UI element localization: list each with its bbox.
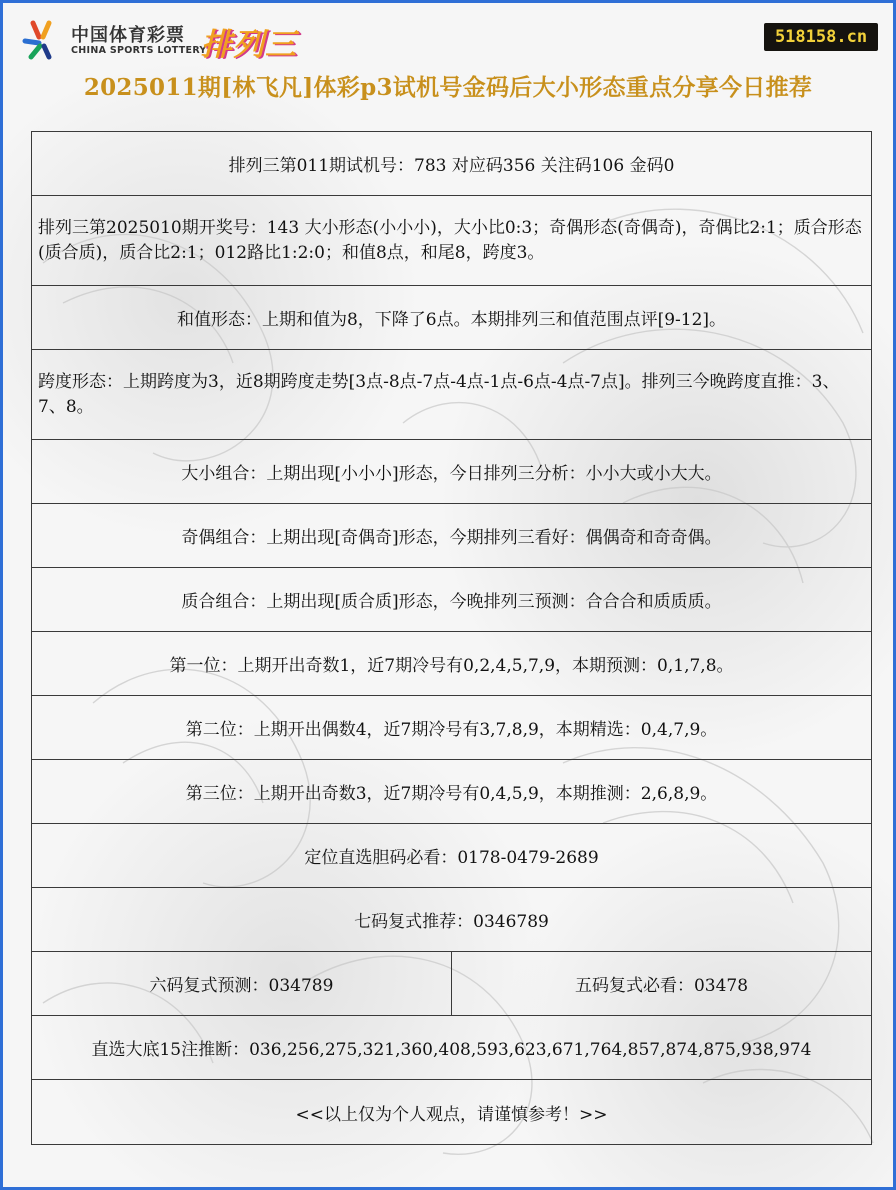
parity-combo-text: 奇偶组合：上期出现[奇偶奇]形态，今期排列三看好：偶偶奇和奇奇偶。 [181, 528, 722, 548]
second-position-text: 第二位：上期开出偶数4，近7期冷号有3,7,8,9，本期精选：0,4,7,9。 [185, 720, 718, 740]
site-badge[interactable]: 518158.cn [764, 23, 878, 51]
table-row [32, 440, 871, 504]
third-position-text: 第三位：上期开出奇数3，近7期冷号有0,4,5,9，本期推测：2,6,8,9。 [185, 784, 718, 804]
table-row [32, 1016, 871, 1080]
table-row [32, 286, 871, 350]
header [3, 3, 893, 133]
table-row [32, 196, 871, 286]
last-draw-text: 排列三第2025010期开奖号：143 大小形态(小小小)，大小比0:3；奇偶形态(奇偶奇)，奇偶比2:1；质合形态(质合质)，质合比2:1；012路比1:2:0；和值8点，和尾8，跨度3。 [38, 217, 862, 263]
table-row [32, 132, 871, 196]
seven-code-text: 七码复式推荐：0346789 [354, 912, 549, 932]
table-row [32, 760, 871, 824]
prediction-table [31, 131, 872, 1145]
first-position-text: 第一位：上期开出奇数1，近7期冷号有0,2,4,5,7,9，本期预测：0,1,7,8。 [169, 656, 734, 676]
trial-number-text: 排列三第011期试机号：783 对应码356 关注码106 金码0 [228, 156, 675, 176]
table-row [32, 350, 871, 440]
lottery-logo [19, 19, 329, 65]
disclaimer-text: <<以上仅为个人观点，请谨慎参考！>> [295, 1104, 608, 1125]
table-row [32, 568, 871, 632]
sum-text: 和值形态：上期和值为8，下降了6点。本期排列三和值范围点评[9-12]。 [176, 310, 727, 330]
star-logo-icon [19, 19, 67, 63]
game-name: 排列三 [201, 27, 297, 63]
prime-combo-text: 质合组合：上期出现[质合质]形态，今晚排列三预测：合合合和质质质。 [181, 592, 722, 612]
page-title: 2025011期[林飞凡]体彩p3试机号金码后大小形态重点分享今日推荐 [83, 74, 813, 101]
table-row [32, 696, 871, 760]
table-row [32, 952, 871, 1016]
table-row [32, 888, 871, 952]
span-text: 跨度形态：上期跨度为3，近8期跨度走势[3点-8点-7点-4点-1点-6点-4点-7点]。排列三今晚跨度直推：3、7、8。 [38, 371, 840, 417]
table-row [32, 824, 871, 888]
table-row [32, 632, 871, 696]
size-combo-text: 大小组合：上期出现[小小小]形态，今日排列三分析：小小大或小大大。 [181, 464, 722, 484]
six-code-text: 六码复式预测：034789 [149, 976, 334, 996]
logo-english-text: CHINA SPORTS LOTTERY [71, 45, 207, 56]
table-row [32, 1080, 871, 1144]
direct-picks-text: 直选大底15注推断：036,256,275,321,360,408,593,623,671,764,857,874,875,938,974 [91, 1040, 812, 1060]
five-code-text: 五码复式必看：03478 [451, 952, 871, 1015]
logo-chinese-text: 中国体育彩票 [71, 25, 185, 46]
position-gallbladder-text: 定位直选胆码必看：0178-0479-2689 [304, 848, 599, 868]
table-row [32, 504, 871, 568]
